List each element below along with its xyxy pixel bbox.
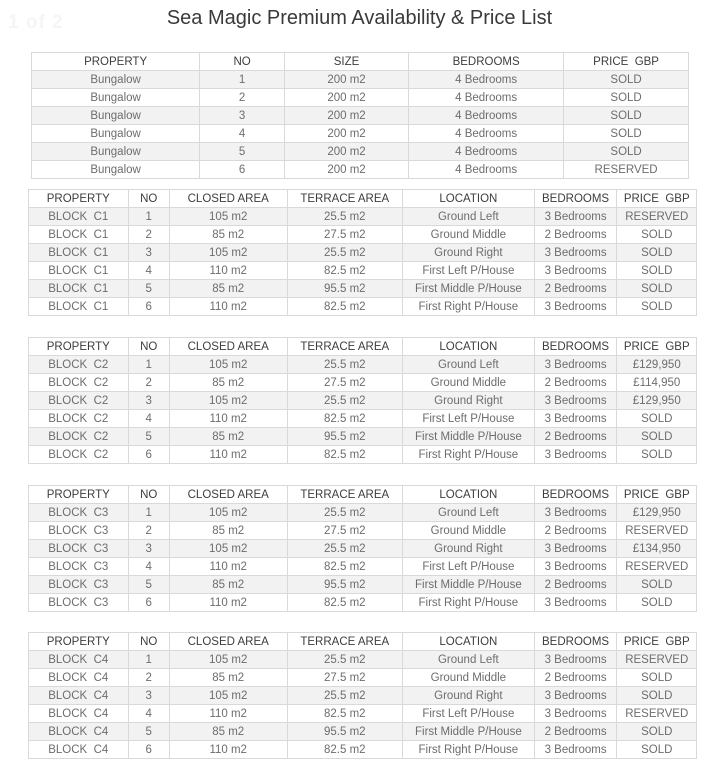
table-cell: 110 m2 [169, 446, 287, 464]
table-cell: 25.5 m2 [287, 504, 403, 522]
table-cell: BLOCK C3 [29, 594, 129, 612]
column-header: NO [128, 633, 169, 651]
table-cell: 1 [128, 208, 169, 226]
table-cell: 95.5 m2 [287, 428, 403, 446]
table-cell: RESERVED [564, 161, 689, 179]
table-cell: 105 m2 [169, 651, 287, 669]
block-c2-price-table [28, 337, 697, 464]
table-cell: 82.5 m2 [287, 558, 403, 576]
table-row [29, 594, 697, 612]
table-cell: SOLD [617, 446, 697, 464]
table-cell: 2 [128, 374, 169, 392]
column-header: CLOSED AREA [169, 190, 287, 208]
table-row [29, 558, 697, 576]
table-row [32, 161, 689, 179]
table-cell: SOLD [617, 298, 697, 316]
table-cell: 85 m2 [169, 226, 287, 244]
table-cell: RESERVED [617, 651, 697, 669]
table-cell: Ground Middle [403, 522, 535, 540]
table-cell: 105 m2 [169, 356, 287, 374]
column-header: PRICE GBP [617, 338, 697, 356]
bungalow-price-table [31, 52, 689, 179]
page-title: Sea Magic Premium Availability & Price List [166, 7, 553, 29]
table-cell: 6 [128, 298, 169, 316]
column-header: NO [200, 53, 285, 71]
table-cell: 3 Bedrooms [534, 705, 617, 723]
table-cell: 4 Bedrooms [409, 143, 564, 161]
column-header: NO [128, 190, 169, 208]
table-cell: 25.5 m2 [287, 392, 403, 410]
table-cell: 82.5 m2 [287, 705, 403, 723]
table-row [32, 143, 689, 161]
table-cell: 25.5 m2 [287, 651, 403, 669]
table-cell: First Left P/House [403, 410, 535, 428]
table-cell: SOLD [564, 143, 689, 161]
table-cell: 6 [128, 446, 169, 464]
column-header: LOCATION [403, 190, 535, 208]
table-cell: SOLD [617, 741, 697, 759]
table-cell: 3 Bedrooms [534, 741, 617, 759]
table-cell: First Right P/House [403, 446, 535, 464]
table-cell: 82.5 m2 [287, 446, 403, 464]
table-cell: SOLD [564, 71, 689, 89]
table-cell: 85 m2 [169, 723, 287, 741]
table-cell: BLOCK C3 [29, 522, 129, 540]
table-cell: BLOCK C1 [29, 298, 129, 316]
table-cell: RESERVED [617, 522, 697, 540]
table-cell: 3 Bedrooms [534, 504, 617, 522]
column-header: NO [128, 338, 169, 356]
table-cell: 3 [128, 687, 169, 705]
table-cell: 110 m2 [169, 594, 287, 612]
column-header: PROPERTY [29, 190, 129, 208]
table-cell: SOLD [617, 226, 697, 244]
table-cell: 27.5 m2 [287, 522, 403, 540]
table-cell: 110 m2 [169, 741, 287, 759]
block-c4-price-table [28, 632, 697, 759]
table-row [29, 356, 697, 374]
column-header: TERRACE AREA [287, 633, 403, 651]
table-row [29, 540, 697, 558]
table-cell: 25.5 m2 [287, 540, 403, 558]
table-header-row [29, 190, 697, 208]
table-cell: Bungalow [32, 125, 200, 143]
table-cell: BLOCK C2 [29, 356, 129, 374]
table-cell: £129,950 [617, 356, 697, 374]
column-header: PROPERTY [29, 338, 129, 356]
table-cell: 2 Bedrooms [534, 669, 617, 687]
table-cell: 95.5 m2 [287, 280, 403, 298]
column-header: PRICE GBP [617, 633, 697, 651]
column-header: LOCATION [403, 486, 535, 504]
table-cell: 3 Bedrooms [534, 558, 617, 576]
table-cell: 85 m2 [169, 669, 287, 687]
table-cell: 105 m2 [169, 687, 287, 705]
table-row [29, 262, 697, 280]
table-header-row [32, 53, 689, 71]
table-cell: Ground Middle [403, 226, 535, 244]
column-header: CLOSED AREA [169, 633, 287, 651]
table-cell: 3 [128, 540, 169, 558]
table-row [29, 705, 697, 723]
table-cell: 27.5 m2 [287, 374, 403, 392]
table-cell: 95.5 m2 [287, 576, 403, 594]
table-cell: BLOCK C4 [29, 687, 129, 705]
table-cell: 200 m2 [284, 143, 408, 161]
table-cell: RESERVED [617, 705, 697, 723]
table-cell: 27.5 m2 [287, 669, 403, 687]
table-cell: 105 m2 [169, 540, 287, 558]
table-cell: SOLD [617, 669, 697, 687]
column-header: BEDROOMS [534, 486, 617, 504]
table-cell: BLOCK C1 [29, 208, 129, 226]
table-cell: First Left P/House [403, 262, 535, 280]
table-cell: 2 Bedrooms [534, 374, 617, 392]
table-cell: 1 [200, 71, 285, 89]
table-cell: 2 Bedrooms [534, 280, 617, 298]
table-cell: 3 Bedrooms [534, 356, 617, 374]
table-cell: Bungalow [32, 161, 200, 179]
table-row [29, 428, 697, 446]
table-cell: 3 Bedrooms [534, 540, 617, 558]
column-header: PRICE GBP [617, 486, 697, 504]
table-row [29, 392, 697, 410]
table-cell: BLOCK C2 [29, 410, 129, 428]
table-cell: 82.5 m2 [287, 262, 403, 280]
table-row [29, 576, 697, 594]
table-row [32, 125, 689, 143]
table-cell: First Right P/House [403, 741, 535, 759]
table-row [29, 280, 697, 298]
table-cell: 200 m2 [284, 71, 408, 89]
table-cell: BLOCK C3 [29, 540, 129, 558]
table-cell: First Middle P/House [403, 428, 535, 446]
table-cell: First Left P/House [403, 558, 535, 576]
table-cell: 5 [128, 723, 169, 741]
table-row [29, 244, 697, 262]
table-cell: 3 Bedrooms [534, 446, 617, 464]
table-cell: RESERVED [617, 558, 697, 576]
table-cell: First Right P/House [403, 594, 535, 612]
table-cell: SOLD [564, 107, 689, 125]
table-cell: SOLD [617, 244, 697, 262]
table-row [29, 669, 697, 687]
table-cell: 3 Bedrooms [534, 594, 617, 612]
table-cell: Bungalow [32, 107, 200, 125]
table-row [29, 651, 697, 669]
table-row [29, 504, 697, 522]
table-cell: 1 [128, 504, 169, 522]
column-header: BEDROOMS [534, 633, 617, 651]
table-row [32, 107, 689, 125]
table-cell: Bungalow [32, 89, 200, 107]
table-cell: Ground Right [403, 540, 535, 558]
table-cell: 105 m2 [169, 244, 287, 262]
table-cell: 2 Bedrooms [534, 428, 617, 446]
table-row [29, 522, 697, 540]
table-cell: BLOCK C2 [29, 374, 129, 392]
table-cell: 27.5 m2 [287, 226, 403, 244]
table-cell: Bungalow [32, 143, 200, 161]
table-row [29, 298, 697, 316]
table-cell: 3 [128, 392, 169, 410]
table-cell: 4 Bedrooms [409, 89, 564, 107]
table-cell: First Middle P/House [403, 576, 535, 594]
table-row [32, 89, 689, 107]
table-cell: SOLD [617, 428, 697, 446]
table-cell: 2 Bedrooms [534, 723, 617, 741]
table-cell: SOLD [617, 723, 697, 741]
table-cell: Ground Left [403, 651, 535, 669]
column-header: PROPERTY [32, 53, 200, 71]
table-cell: 25.5 m2 [287, 244, 403, 262]
table-cell: BLOCK C2 [29, 392, 129, 410]
table-cell: 2 [128, 226, 169, 244]
page-number-watermark: 1 of 2 [8, 12, 64, 33]
column-header: NO [128, 486, 169, 504]
table-cell: 110 m2 [169, 558, 287, 576]
table-cell: SOLD [564, 89, 689, 107]
table-cell: £134,950 [617, 540, 697, 558]
table-cell: 5 [200, 143, 285, 161]
table-cell: 82.5 m2 [287, 298, 403, 316]
column-header: LOCATION [403, 633, 535, 651]
table-cell: 110 m2 [169, 410, 287, 428]
table-cell: 82.5 m2 [287, 741, 403, 759]
table-cell: SOLD [617, 594, 697, 612]
table-cell: 105 m2 [169, 208, 287, 226]
table-header-row [29, 633, 697, 651]
table-cell: 4 Bedrooms [409, 161, 564, 179]
table-row [29, 410, 697, 428]
table-cell: 1 [128, 356, 169, 374]
table-cell: 3 Bedrooms [534, 298, 617, 316]
table-cell: 3 Bedrooms [534, 651, 617, 669]
table-cell: SOLD [617, 280, 697, 298]
table-cell: First Left P/House [403, 705, 535, 723]
table-cell: 110 m2 [169, 262, 287, 280]
table-cell: 85 m2 [169, 374, 287, 392]
table-cell: 6 [128, 594, 169, 612]
table-cell: Ground Right [403, 687, 535, 705]
table-cell: Ground Middle [403, 669, 535, 687]
table-cell: 3 Bedrooms [534, 410, 617, 428]
table-cell: BLOCK C4 [29, 723, 129, 741]
column-header: TERRACE AREA [287, 486, 403, 504]
table-cell: BLOCK C2 [29, 428, 129, 446]
table-cell: 85 m2 [169, 280, 287, 298]
table-cell: BLOCK C1 [29, 262, 129, 280]
table-cell: 3 Bedrooms [534, 262, 617, 280]
table-row [29, 446, 697, 464]
table-cell: 4 [200, 125, 285, 143]
table-row [29, 208, 697, 226]
column-header: PROPERTY [29, 486, 129, 504]
column-header: PRICE GBP [564, 53, 689, 71]
table-cell: 25.5 m2 [287, 356, 403, 374]
table-cell: BLOCK C1 [29, 280, 129, 298]
column-header: PRICE GBP [617, 190, 697, 208]
table-cell: 1 [128, 651, 169, 669]
table-header-row [29, 338, 697, 356]
table-cell: 85 m2 [169, 428, 287, 446]
table-cell: SOLD [617, 576, 697, 594]
table-cell: 4 [128, 705, 169, 723]
table-cell: 200 m2 [284, 161, 408, 179]
table-cell: 105 m2 [169, 392, 287, 410]
table-row [29, 687, 697, 705]
block-c3-price-table [28, 485, 697, 612]
table-cell: Ground Left [403, 356, 535, 374]
table-cell: 85 m2 [169, 576, 287, 594]
table-cell: 82.5 m2 [287, 410, 403, 428]
table-cell: First Middle P/House [403, 723, 535, 741]
table-cell: 110 m2 [169, 705, 287, 723]
table-cell: 200 m2 [284, 125, 408, 143]
table-cell: BLOCK C4 [29, 705, 129, 723]
table-cell: SOLD [617, 262, 697, 280]
table-cell: BLOCK C4 [29, 669, 129, 687]
table-cell: 4 [128, 410, 169, 428]
table-cell: 3 Bedrooms [534, 687, 617, 705]
table-cell: 25.5 m2 [287, 687, 403, 705]
table-cell: SOLD [564, 125, 689, 143]
table-row [29, 741, 697, 759]
table-cell: BLOCK C3 [29, 558, 129, 576]
table-cell: BLOCK C2 [29, 446, 129, 464]
table-cell: 3 Bedrooms [534, 392, 617, 410]
table-cell: 4 [128, 262, 169, 280]
table-cell: 5 [128, 428, 169, 446]
table-cell: £129,950 [617, 392, 697, 410]
column-header: CLOSED AREA [169, 338, 287, 356]
table-cell: Ground Right [403, 244, 535, 262]
table-cell: 85 m2 [169, 522, 287, 540]
column-header: BEDROOMS [409, 53, 564, 71]
table-cell: 4 [128, 558, 169, 576]
block-c1-price-table [28, 189, 697, 316]
table-cell: 3 Bedrooms [534, 244, 617, 262]
table-cell: 3 [200, 107, 285, 125]
table-cell: Ground Right [403, 392, 535, 410]
table-cell: 2 [200, 89, 285, 107]
table-cell: SOLD [617, 410, 697, 428]
table-cell: Ground Left [403, 208, 535, 226]
table-cell: 2 Bedrooms [534, 226, 617, 244]
table-cell: Ground Middle [403, 374, 535, 392]
table-row [29, 226, 697, 244]
table-cell: 2 Bedrooms [534, 576, 617, 594]
table-cell: 4 Bedrooms [409, 107, 564, 125]
table-cell: 2 Bedrooms [534, 522, 617, 540]
table-cell: 3 Bedrooms [534, 208, 617, 226]
table-cell: £129,950 [617, 504, 697, 522]
column-header: TERRACE AREA [287, 338, 403, 356]
column-header: TERRACE AREA [287, 190, 403, 208]
table-cell: 2 [128, 522, 169, 540]
table-cell: 2 [128, 669, 169, 687]
column-header: PROPERTY [29, 633, 129, 651]
table-cell: 95.5 m2 [287, 723, 403, 741]
table-cell: 105 m2 [169, 504, 287, 522]
table-cell: 6 [128, 741, 169, 759]
table-cell: £114,950 [617, 374, 697, 392]
column-header: LOCATION [403, 338, 535, 356]
column-header: BEDROOMS [534, 338, 617, 356]
table-cell: 200 m2 [284, 107, 408, 125]
table-cell: First Middle P/House [403, 280, 535, 298]
table-cell: BLOCK C1 [29, 226, 129, 244]
table-row [32, 71, 689, 89]
table-cell: BLOCK C3 [29, 504, 129, 522]
table-row [29, 374, 697, 392]
table-row [29, 723, 697, 741]
table-cell: Bungalow [32, 71, 200, 89]
table-cell: BLOCK C4 [29, 741, 129, 759]
table-cell: BLOCK C1 [29, 244, 129, 262]
table-cell: RESERVED [617, 208, 697, 226]
table-header-row [29, 486, 697, 504]
column-header: SIZE [284, 53, 408, 71]
table-cell: 200 m2 [284, 89, 408, 107]
column-header: CLOSED AREA [169, 486, 287, 504]
table-cell: 4 Bedrooms [409, 71, 564, 89]
table-cell: BLOCK C4 [29, 651, 129, 669]
table-cell: 82.5 m2 [287, 594, 403, 612]
table-cell: First Right P/House [403, 298, 535, 316]
table-cell: SOLD [617, 687, 697, 705]
table-cell: 3 [128, 244, 169, 262]
column-header: BEDROOMS [534, 190, 617, 208]
table-cell: 4 Bedrooms [409, 125, 564, 143]
table-cell: 110 m2 [169, 298, 287, 316]
table-cell: Ground Left [403, 504, 535, 522]
table-cell: 5 [128, 280, 169, 298]
table-cell: 25.5 m2 [287, 208, 403, 226]
table-cell: BLOCK C3 [29, 576, 129, 594]
table-cell: 6 [200, 161, 285, 179]
table-cell: 5 [128, 576, 169, 594]
